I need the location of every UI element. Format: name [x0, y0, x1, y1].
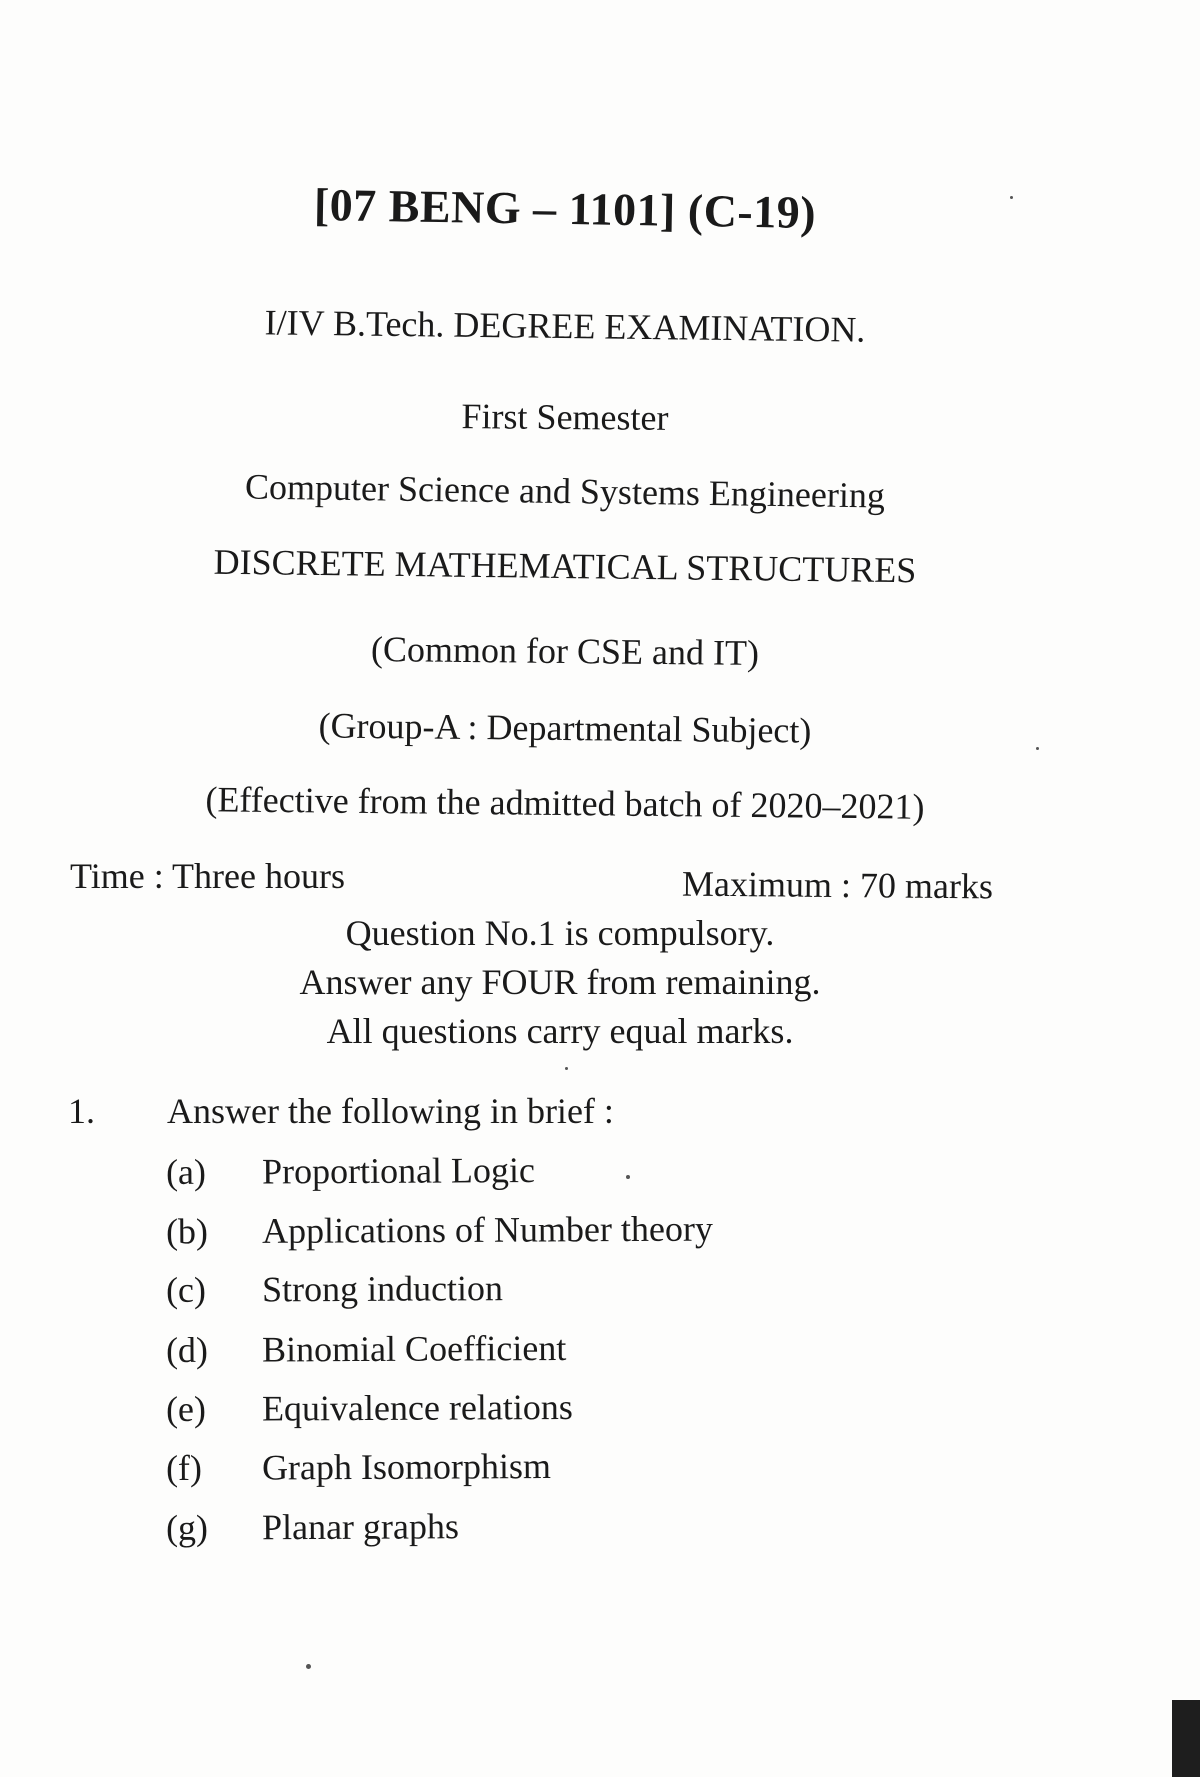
scan-speck	[626, 1175, 630, 1179]
instruction-answer-four: Answer any FOUR from remaining.	[299, 962, 821, 1002]
question-text: Answer the following in brief :	[167, 1091, 614, 1131]
instruction-compulsory: Question No.1 is compulsory.	[345, 913, 775, 953]
sub-question-text: Applications of Number theory	[261, 1208, 714, 1251]
subject-title: DISCRETE MATHEMATICAL STRUCTURES	[213, 541, 917, 591]
scan-speck	[1010, 196, 1013, 199]
time-allowed: Time : Three hours	[70, 856, 345, 896]
sub-question-b	[166, 1208, 713, 1253]
department-label: Computer Science and Systems Engineering	[244, 466, 886, 516]
common-note: (Common for CSE and IT)	[370, 628, 760, 674]
paper-code: [07 BENG – 1101] (C-19)	[313, 179, 817, 238]
group-note: (Group-A : Departmental Subject)	[318, 705, 812, 751]
effective-note: (Effective from the admitted batch of 2020–2021)	[205, 779, 925, 827]
scan-speck	[1036, 747, 1039, 750]
sub-question-c	[166, 1267, 503, 1311]
maximum-marks: Maximum : 70 marks	[681, 863, 994, 907]
sub-question-g	[166, 1505, 459, 1549]
question-number: 1.	[68, 1091, 95, 1131]
sub-question-text: Binomial Coefficient	[261, 1327, 567, 1370]
scan-speck	[565, 1067, 568, 1070]
sub-question-e	[166, 1386, 573, 1430]
sub-question-label: (e)	[165, 1388, 207, 1430]
sub-question-a	[166, 1149, 535, 1193]
scan-speck	[306, 1664, 311, 1669]
sub-question-label: (c)	[165, 1269, 207, 1310]
sub-question-text: Proportional Logic	[261, 1150, 536, 1192]
sub-question-label: (f)	[165, 1447, 203, 1489]
sub-question-f	[166, 1445, 551, 1489]
instruction-equal-marks: All questions carry equal marks.	[326, 1011, 794, 1051]
sub-question-label: (b)	[165, 1211, 209, 1252]
sub-question-text: Graph Isomorphism	[261, 1445, 552, 1488]
scan-edge-mark	[1172, 1700, 1200, 1777]
sub-question-d	[166, 1327, 566, 1371]
sub-question-label: (g)	[165, 1507, 209, 1548]
semester-label: First Semester	[461, 396, 669, 438]
sub-question-text: Equivalence relations	[261, 1386, 573, 1429]
sub-question-label: (a)	[165, 1151, 207, 1192]
sub-question-text: Strong induction	[261, 1268, 504, 1310]
exam-title: I/IV B.Tech. DEGREE EXAMINATION.	[264, 302, 866, 350]
sub-question-label: (d)	[165, 1329, 209, 1371]
sub-question-text: Planar graphs	[261, 1506, 460, 1548]
